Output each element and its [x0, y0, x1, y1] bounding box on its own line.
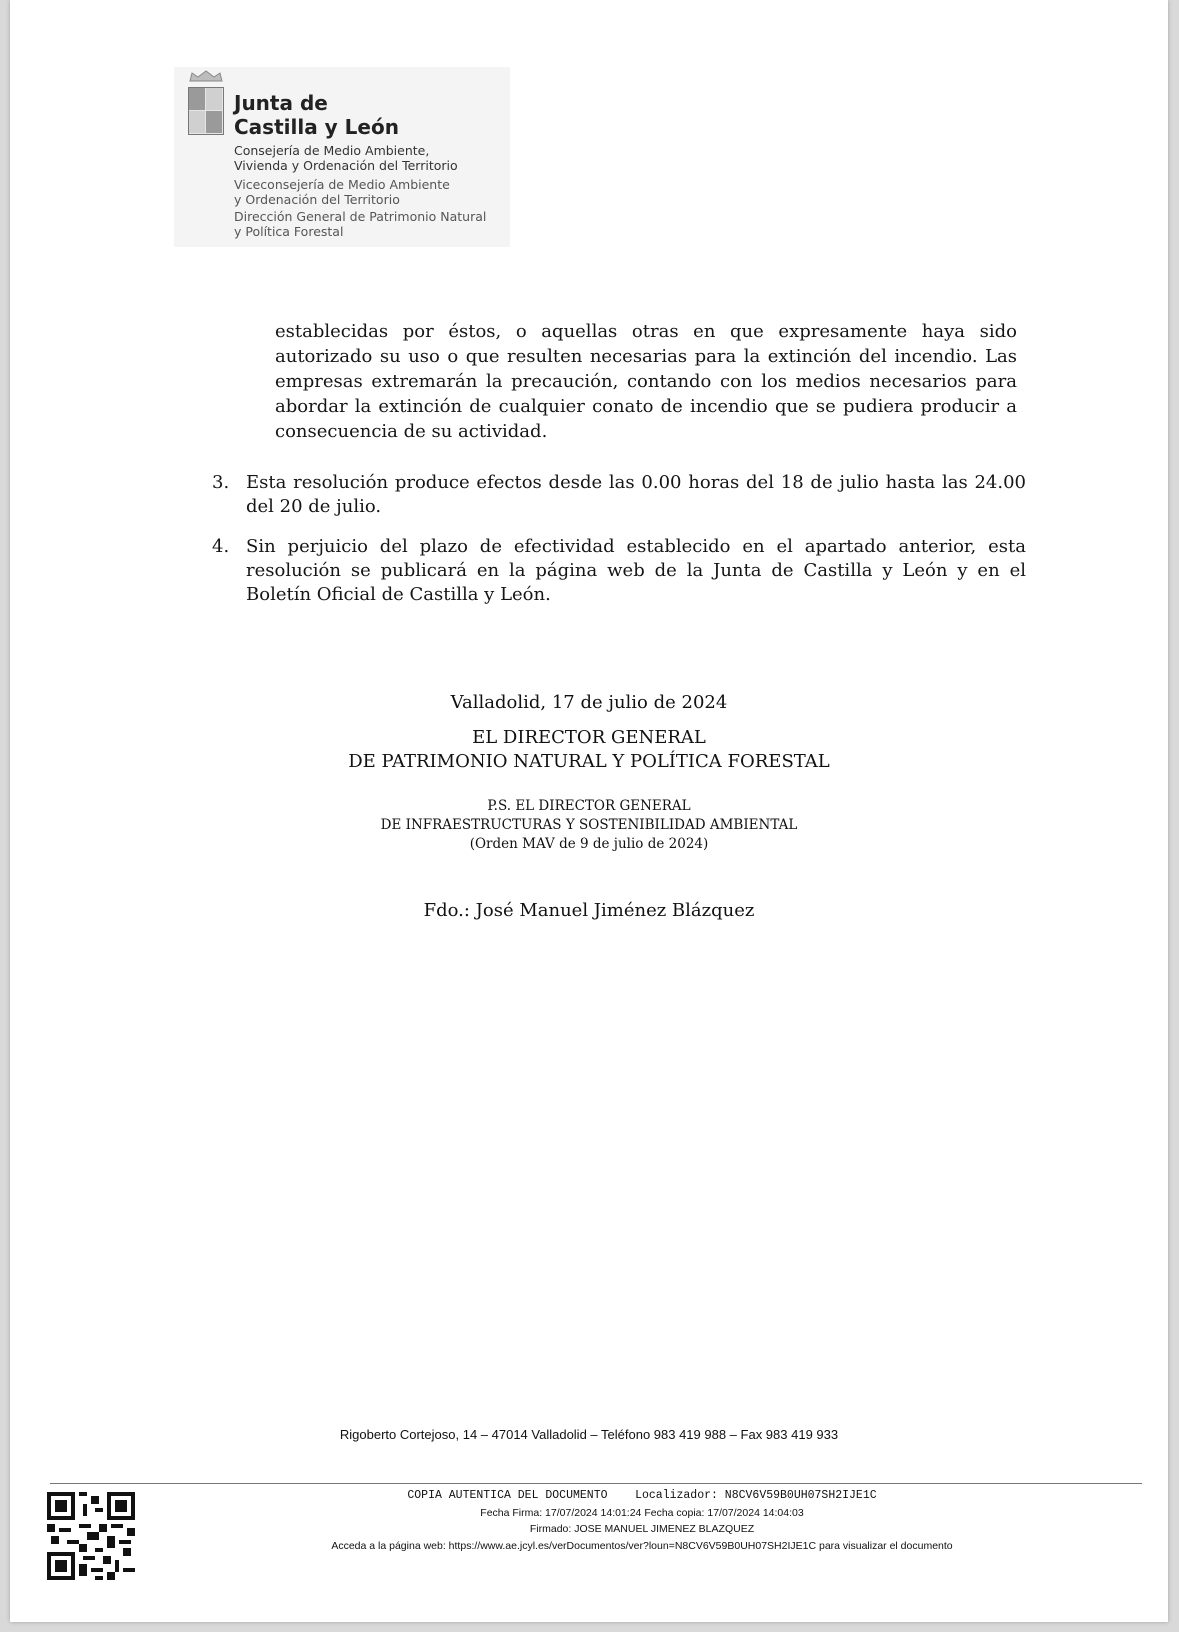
document-page — [10, 0, 1168, 1622]
item-number: 3. — [212, 472, 230, 493]
item-text: Sin perjuicio del plazo de efectividad establecido en el apartado anterior, esta resolución se publicará en la página web de la Junta de Castilla y León y en el Boletín Oficial de Castilla y León. — [246, 536, 1026, 605]
item-number: 4. — [212, 536, 230, 557]
signer: Firmado: JOSE MANUEL JIMENEZ BLAZQUEZ — [529, 1523, 755, 1535]
ps-line2: DE INFRAESTRUCTURAS Y SOSTENIBILIDAD AMBIENTAL — [380, 817, 798, 833]
footer-divider — [50, 1483, 1142, 1484]
consejeria-line2: Vivienda y Ordenación del Territorio — [234, 158, 458, 173]
direccion-general — [234, 209, 486, 239]
place-date: Valladolid, 17 de julio de 2024 — [450, 692, 728, 713]
ps-line3: (Orden MAV de 9 de julio de 2024) — [469, 836, 709, 852]
footer-address: Rigoberto Cortejoso, 14 – 47014 Valladolid – Teléfono 983 419 988 – Fax 983 419 933 — [339, 1427, 839, 1442]
qr-code-icon — [47, 1492, 135, 1580]
director-line1: EL DIRECTOR GENERAL — [472, 727, 706, 748]
item-text: Esta resolución produce efectos desde las 0.00 horas del 18 de julio hasta las 24.00 del 20 de julio. — [246, 472, 1026, 517]
director-line2: DE PATRIMONIO NATURAL Y POLÍTICA FORESTAL — [348, 751, 830, 772]
direccion-line1: Dirección General de Patrimonio Natural — [234, 209, 487, 224]
signed-by: Fdo.: José Manuel Jiménez Blázquez — [423, 900, 755, 921]
org-name — [234, 91, 399, 139]
ps-line1: P.S. EL DIRECTOR GENERAL — [487, 798, 691, 814]
org-name-line2: Castilla y León — [234, 115, 399, 139]
verification-url: Acceda a la página web: https://www.ae.jcyl.es/verDocumentos/ver?loun=N8CV6V59B0UH07SH2IJE1C para visualizar el documento — [331, 1539, 953, 1552]
coat-of-arms-icon — [188, 87, 224, 135]
viceconsejeria-line1: Viceconsejería de Medio Ambiente — [234, 177, 450, 192]
viceconsejeria-line2: y Ordenación del Territorio — [234, 192, 400, 207]
director-title — [10, 726, 1168, 774]
viceconsejeria — [234, 177, 450, 207]
continuation-paragraph: establecidas por éstos, o aquellas otras en que expresamente haya sido autorizado su uso o que resulten necesarias para la extinción del incendio. Las empresas extremarán la precaución, contando con los medios necesarios para abordar la extinción de cualquier conato de incendio que se pudiera producir a consecuencia de su actividad. — [275, 321, 1017, 442]
consejeria-line1: Consejería de Medio Ambiente, — [234, 143, 430, 158]
org-name-line1: Junta de — [234, 91, 328, 115]
direccion-line2: y Política Forestal — [234, 224, 344, 239]
junta-logo — [174, 67, 510, 247]
crown-icon — [188, 69, 224, 83]
verification-block — [292, 1488, 992, 1554]
signature-dates: Fecha Firma: 17/07/2024 14:01:24 Fecha copia: 17/07/2024 14:04:03 — [480, 1506, 804, 1519]
consejeria — [234, 143, 458, 173]
copy-locator: COPIA AUTENTICA DEL DOCUMENTO Localizador: N8CV6V59B0UH07SH2IJE1C — [407, 1489, 877, 1502]
ps-block — [10, 797, 1168, 854]
